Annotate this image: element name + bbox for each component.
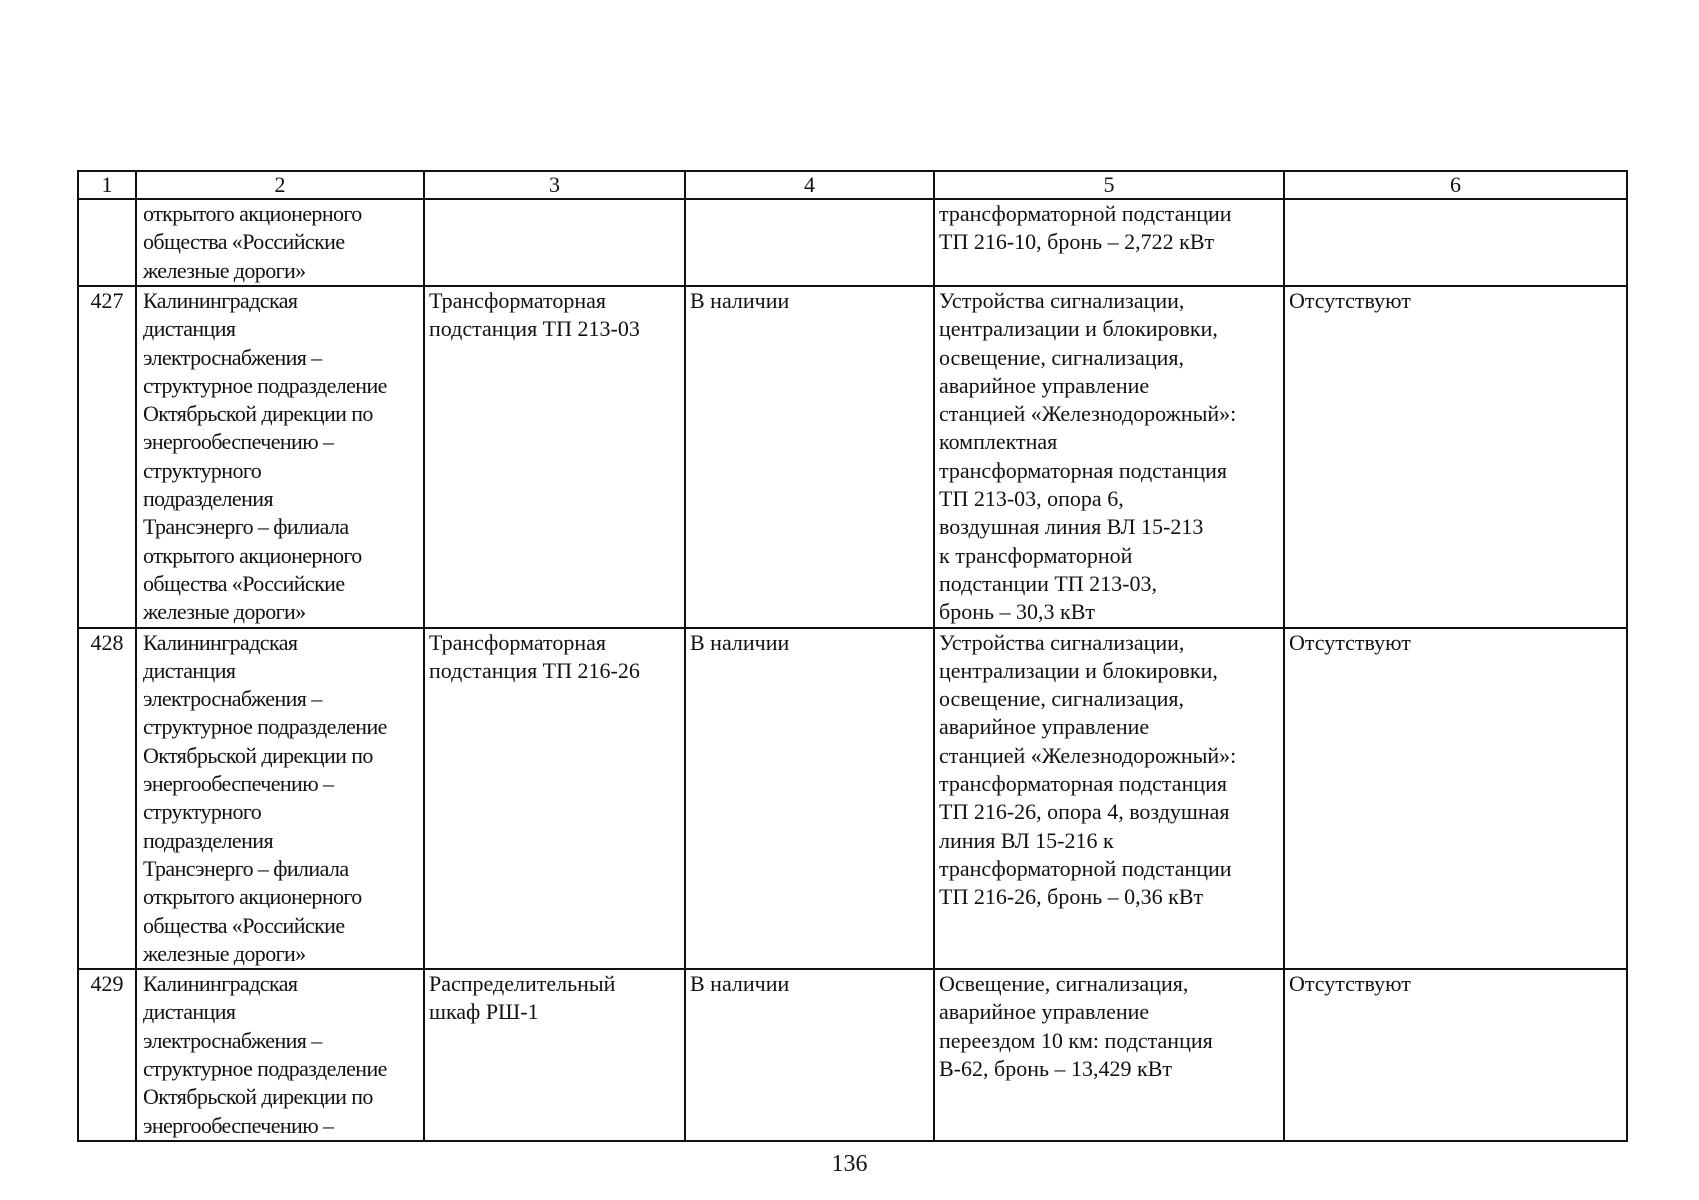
object-cell: Трансформаторная подстанция ТП 213-03 <box>424 286 685 628</box>
status-cell: В наличии <box>685 286 934 628</box>
status-cell: В наличии <box>685 969 934 1141</box>
column-header: 5 <box>934 171 1284 199</box>
organization-cell: Калининградская дистанция электроснабжения – структурное подразделение Октябрьской дирекции по энергообеспечению – структурного подразделения Трансэнерго – филиала открытого акционерного общества «Российские железные дороги» <box>136 628 424 970</box>
row-number-cell: 427 <box>78 286 136 628</box>
header-row <box>78 171 1627 199</box>
table-row <box>78 628 1627 970</box>
table-row-continuation <box>78 199 1627 286</box>
note-cell <box>1284 199 1627 286</box>
page-number: 136 <box>831 1151 868 1177</box>
table-row <box>78 286 1627 628</box>
description-cell: Освещение, сигнализация, аварийное управление переездом 10 км: подстанция В-62, бронь – 13,429 кВт <box>934 969 1284 1141</box>
object-cell: Распределительный шкаф РШ-1 <box>424 969 685 1141</box>
note-cell: Отсутствуют <box>1284 969 1627 1141</box>
object-cell: Трансформаторная подстанция ТП 216-26 <box>424 628 685 970</box>
column-header: 3 <box>424 171 685 199</box>
table-row <box>78 969 1627 1141</box>
status-cell: В наличии <box>685 628 934 970</box>
note-cell: Отсутствуют <box>1284 628 1627 970</box>
status-cell <box>685 199 934 286</box>
row-number-cell <box>78 199 136 286</box>
description-cell: Устройства сигнализации, централизации и блокировки, освещение, сигнализация, аварийное управление станцией «Железнодорожный»: комплектная трансформаторная подстанция ТП 213-03, опора 6, воздушная линия ВЛ 15-213 к трансформаторной подстанции ТП 213-03, бронь – 30,3 кВт <box>934 286 1284 628</box>
description-cell: Устройства сигнализации, централизации и блокировки, освещение, сигнализация, аварийное управление станцией «Железнодорожный»: трансформаторная подстанция ТП 216-26, опора 4, воздушная линия ВЛ 15-216 к трансформаторной подстанции ТП 216-26, бронь – 0,36 кВт <box>934 628 1284 970</box>
description-cell: трансформаторной подстанции ТП 216-10, бронь – 2,722 кВт <box>934 199 1284 286</box>
row-number-cell: 428 <box>78 628 136 970</box>
column-header: 1 <box>78 171 136 199</box>
row-number-cell: 429 <box>78 969 136 1141</box>
object-cell <box>424 199 685 286</box>
column-header: 4 <box>685 171 934 199</box>
organization-cell: Калининградская дистанция электроснабжения – структурное подразделение Октябрьской дирекции по энергообеспечению – структурного подразделения Трансэнерго – филиала открытого акционерного общества «Российские железные дороги» <box>136 286 424 628</box>
document-table <box>77 170 1628 1142</box>
note-cell: Отсутствуют <box>1284 286 1627 628</box>
organization-cell: Калининградская дистанция электроснабжения – структурное подразделение Октябрьской дирекции по энергообеспечению – <box>136 969 424 1141</box>
column-header: 6 <box>1284 171 1627 199</box>
organization-cell: открытого акционерного общества «Российские железные дороги» <box>136 199 424 286</box>
column-header: 2 <box>136 171 424 199</box>
